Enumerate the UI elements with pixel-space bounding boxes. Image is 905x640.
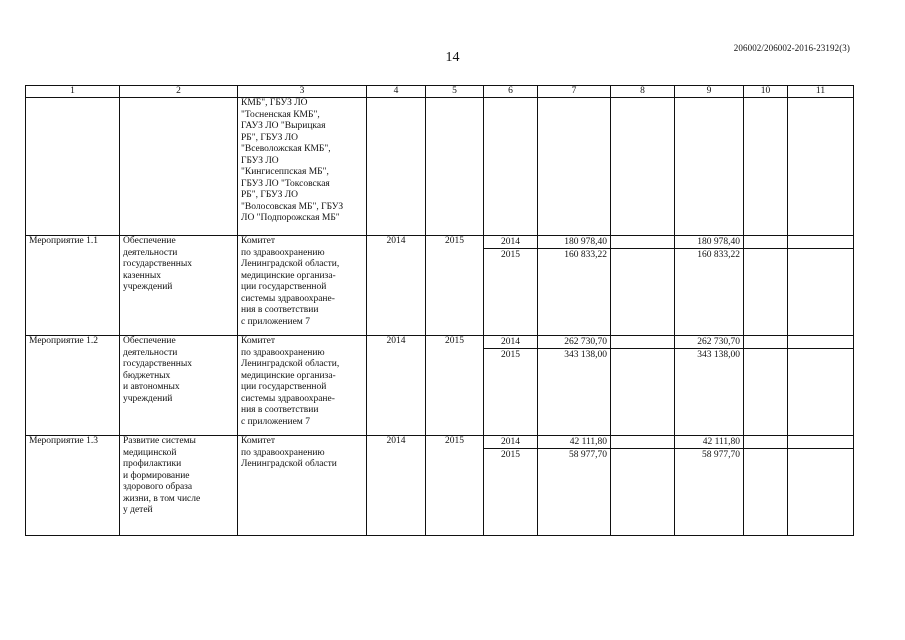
- col9-cell: 42 111,80: [675, 436, 743, 449]
- column-header: 7: [538, 86, 611, 98]
- column-header: 2: [120, 86, 238, 98]
- measure-name: Мероприятие 1.1: [26, 236, 120, 336]
- year-cell: 2015: [501, 350, 520, 360]
- total-cell: 262 730,70: [538, 336, 610, 349]
- col9-cell: 160 833,22: [697, 250, 740, 260]
- col8-cell: [611, 249, 674, 261]
- total-cell: 343 138,00: [564, 350, 607, 360]
- col10-cell: [744, 449, 787, 461]
- end-year: 2015: [426, 236, 484, 336]
- col10-cell: [744, 336, 787, 349]
- end-year: 2015: [426, 436, 484, 536]
- col9-cell: 343 138,00: [697, 350, 740, 360]
- column-header: 11: [788, 86, 854, 98]
- start-year: 2014: [367, 236, 426, 336]
- executor-cell: Комитет по здравоохранению Ленинградской области, медицинские организа- ции государственной системы здравоохране- ния в соответствии с приложением 7: [238, 236, 367, 336]
- end-year: 2015: [426, 336, 484, 436]
- total-cell: 58 977,70: [569, 450, 607, 460]
- col11-cell: [788, 436, 853, 449]
- year-cell: 2014: [484, 336, 537, 349]
- document-id: 206002/206002-2016-23192(3): [733, 43, 850, 53]
- col10-cell: [744, 249, 787, 261]
- col8-cell: [611, 236, 674, 249]
- measure-description: Обеспечение деятельности государственных бюджетных и автономных учреждений: [120, 336, 238, 436]
- column-header: 3: [238, 86, 367, 98]
- table-row: [26, 236, 854, 336]
- col8-cell: [611, 449, 674, 461]
- col9-cell: 58 977,70: [702, 450, 740, 460]
- col8-cell: [611, 336, 674, 349]
- col10-cell: [744, 236, 787, 249]
- col10-cell: [744, 349, 787, 361]
- col11-cell: [788, 236, 853, 249]
- total-cell: 160 833,22: [564, 250, 607, 260]
- column-header: 10: [744, 86, 788, 98]
- col8-cell: [611, 436, 674, 449]
- column-header: 9: [675, 86, 744, 98]
- col9-cell: 262 730,70: [675, 336, 743, 349]
- column-header: 1: [26, 86, 120, 98]
- col11-cell: [788, 449, 853, 461]
- page-number: 14: [445, 50, 460, 65]
- year-cell: 2014: [484, 236, 537, 249]
- col8-cell: [611, 349, 674, 361]
- measure-description: Развитие системы медицинской профилактики и формирование здорового образа жизни, в том числе у детей: [120, 436, 238, 536]
- measure-name: Мероприятие 1.3: [26, 436, 120, 536]
- year-cell: 2015: [501, 250, 520, 260]
- column-header: 4: [367, 86, 426, 98]
- col11-cell: [788, 249, 853, 261]
- continuation-row: [26, 98, 854, 236]
- table-row: [26, 436, 854, 536]
- table-row: [26, 336, 854, 436]
- executor-cell: Комитет по здравоохранению Ленинградской области: [238, 436, 367, 536]
- column-header: 8: [611, 86, 675, 98]
- column-header: 5: [426, 86, 484, 98]
- program-table: [25, 85, 854, 536]
- executor-cell: КМБ", ГБУЗ ЛО "Тосненская КМБ", ГАУЗ ЛО "Вырицкая РБ", ГБУЗ ЛО "Всеволожская КМБ", ГБУЗ ЛО "Кингисеппская МБ", ГБУЗ ЛО "Токсовская РБ", ГБУЗ ЛО "Волосовская МБ", ГБУЗ ЛО "Подпорожская МБ": [238, 98, 367, 236]
- col9-cell: 180 978,40: [675, 236, 743, 249]
- year-cell: 2015: [501, 450, 520, 460]
- year-cell: 2014: [484, 436, 537, 449]
- start-year: 2014: [367, 436, 426, 536]
- col11-cell: [788, 336, 853, 349]
- column-header: 6: [484, 86, 538, 98]
- col10-cell: [744, 436, 787, 449]
- column-number-row: [26, 86, 854, 98]
- total-cell: 180 978,40: [538, 236, 610, 249]
- start-year: 2014: [367, 336, 426, 436]
- measure-name: Мероприятие 1.2: [26, 336, 120, 436]
- col11-cell: [788, 349, 853, 361]
- total-cell: 42 111,80: [538, 436, 610, 449]
- measure-description: Обеспечение деятельности государственных казенных учреждений: [120, 236, 238, 336]
- executor-cell: Комитет по здравоохранению Ленинградской области, медицинские организа- ции государственной системы здравоохране- ния в соответствии с приложением 7: [238, 336, 367, 436]
